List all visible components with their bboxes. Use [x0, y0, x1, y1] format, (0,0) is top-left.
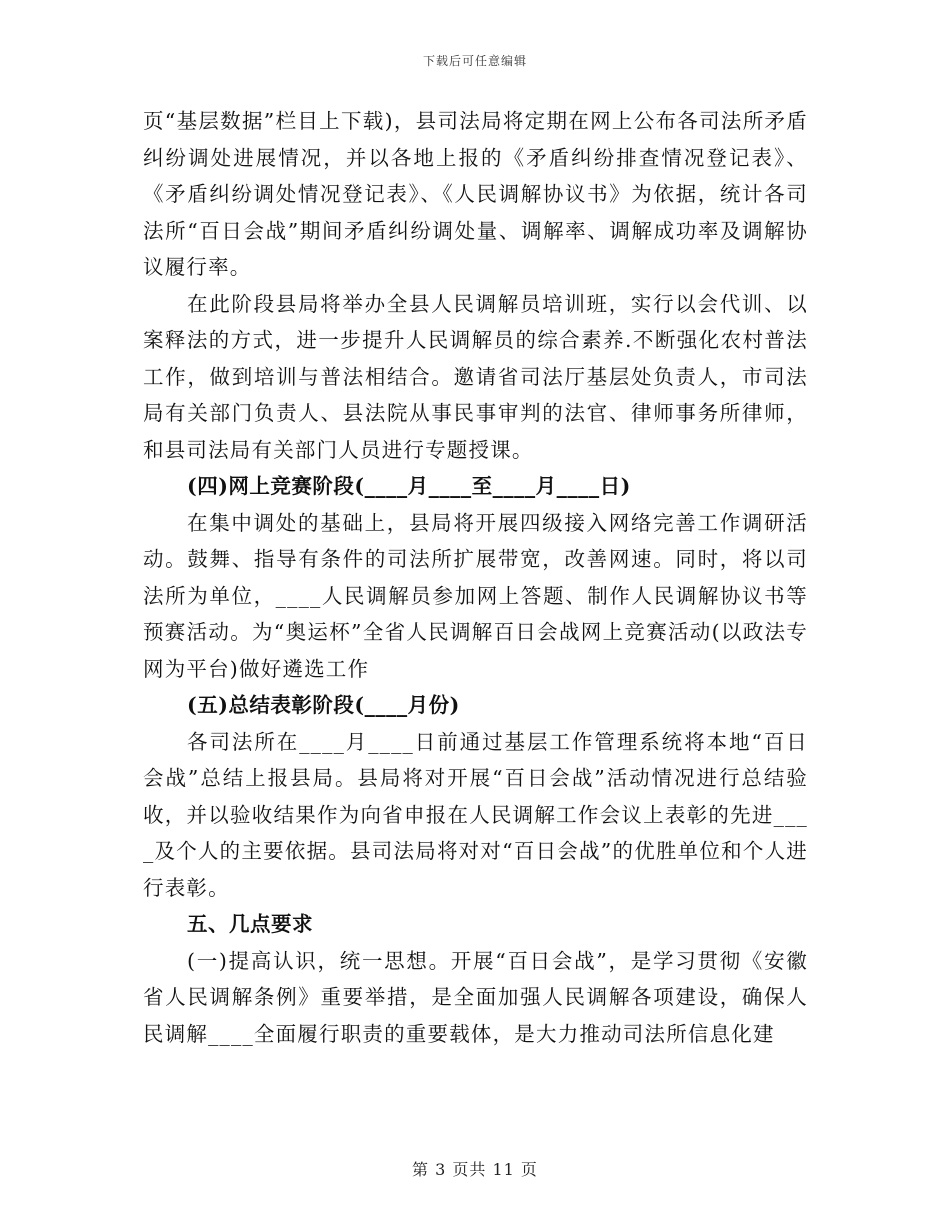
paragraph-online-competition: 在集中调处的基础上，县局将开展四级接入网络完善工作调研活动。鼓舞、指导有条件的司法所扩展带宽，改善网速。同时，将以司法所为单位，____人民调解员参加网上答题、制作人民调解协议书等预赛活动。为“奥运杯”全省人民调解百日会战网上竞赛活动(以政法专网为平台)做好遴选工作	[143, 510, 808, 681]
paragraph-summary-commendation: 各司法所在____月____日前通过基层工作管理系统将本地“百日会战”总结上报县局。县局将对开展“百日会战”活动情况进行总结验收，并以验收结果作为向省申报在人民调解工作会议上表彰的先进____及个人的主要依据。县司法局将对对“百日会战”的优胜单位和个人进行表彰。	[143, 729, 808, 900]
section-heading-requirements: 五、几点要求	[187, 912, 313, 936]
section-heading-summary-commendation: (五)总结表彰阶段(____月份)	[187, 693, 460, 717]
paragraph-continued: 页“基层数据”栏目上下载)，县司法局将定期在网上公布各司法所矛盾纠纷调处进展情况，并以各地上报的《矛盾纠纷排查情况登记表》、《矛盾纠纷调处情况登记表》、《人民调解协议书》为依据，统计各司法所“百日会战”期间矛盾纠纷调处量、调解率、调解成功率及调解协议履行率。	[143, 109, 808, 279]
document-body	[143, 103, 808, 1052]
section-heading-online-competition: (四)网上竞赛阶段(____月____至____月____日)	[187, 474, 631, 498]
page-header: 下载后可任意编辑	[422, 54, 527, 68]
paragraph-training: 在此阶段县局将举办全县人民调解员培训班，实行以会代训、以案释法的方式，进一步提升人民调解员的综合素养.不断强化农村普法工作，做到培训与普法相结合。邀请省司法厅基层处负责人，市司法局有关部门负责人、县法院从事民事审判的法官、律师事务所律师，和县司法局有关部门人员进行专题授课。	[143, 291, 808, 462]
page-number: 第 3 页共 11 页	[412, 1160, 538, 1179]
paragraph-requirement-one: (一)提高认识，统一思想。开展“百日会战”，是学习贯彻《安徽省人民调解条例》重要举措，是全面加强人民调解各项建设，确保人民调解____全面履行职责的重要载体，是大力推动司法所信息化建	[143, 948, 808, 1046]
